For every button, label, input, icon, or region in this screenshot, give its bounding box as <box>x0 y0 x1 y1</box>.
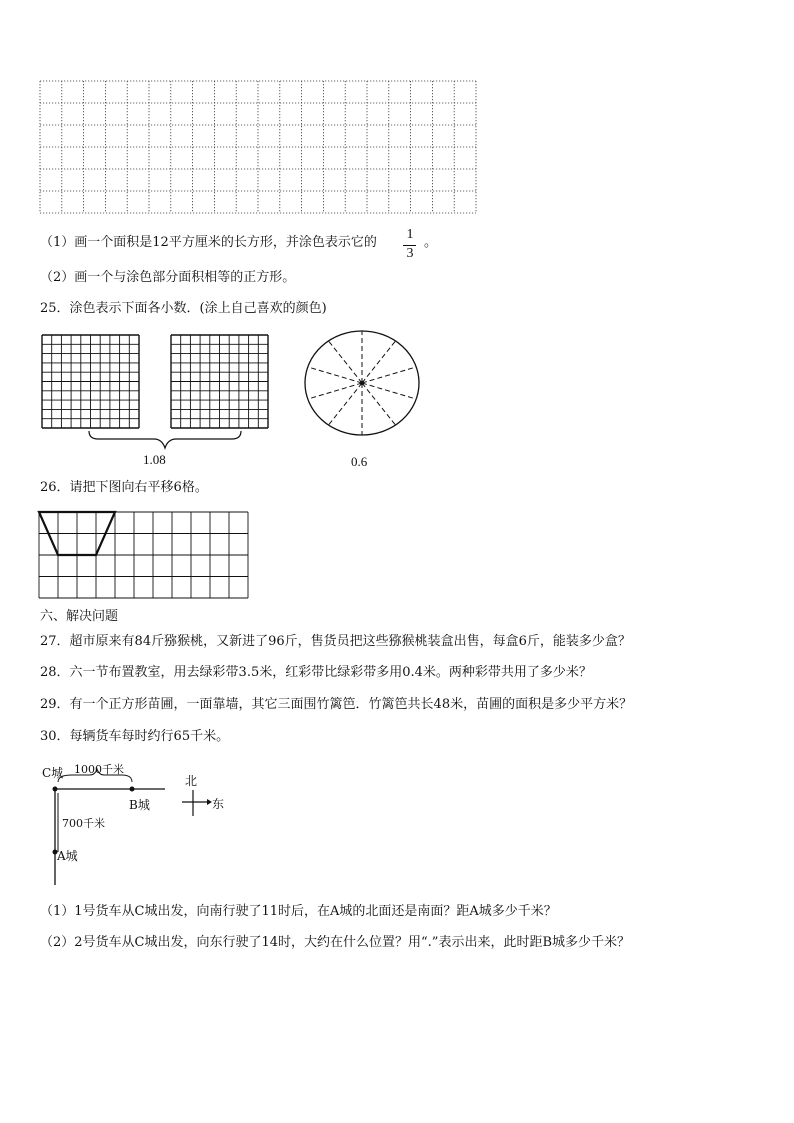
fraction-numerator: 1 <box>406 227 414 242</box>
q28-text: 28．六一节布置教室，用去绿彩带3.5米，红彩带比绿彩带多用0.4米。两种彩带共用了多少米？ <box>40 665 592 680</box>
q30-part1-text: （1）1号货车从C城出发，向南行驶了11时后，在A城的北面还是南面？距A城多少千米？ <box>40 904 557 919</box>
sector-radius <box>362 383 396 425</box>
sector-radius <box>308 367 362 383</box>
circle-ten-sectors[interactable] <box>303 328 425 438</box>
circle-label: 0.6 <box>351 454 368 469</box>
translation-grid[interactable] <box>38 511 250 599</box>
city-b-label: B城 <box>129 798 150 812</box>
hundred-grid-1[interactable] <box>41 334 141 429</box>
fraction-denominator: 3 <box>406 246 414 261</box>
compass-north-label: 北 <box>185 774 198 788</box>
q24-part1-suffix: 。 <box>424 235 438 250</box>
circle-center <box>360 381 364 385</box>
brace <box>88 430 248 450</box>
q25-text: 25．涂色表示下面各小数．(涂上自己喜欢的颜色) <box>40 301 327 316</box>
sector-radius <box>362 367 416 383</box>
city-c-dot <box>53 787 58 792</box>
city-b-dot <box>130 787 135 792</box>
distance-cb-label: 1000千米 <box>74 763 124 776</box>
compass-east-label: 东 <box>212 797 225 811</box>
city-c-label: C城 <box>42 766 64 780</box>
q27-text: 27．超市原来有84斤猕猴桃，又新进了96斤，售货员把这些猕猴桃装盒出售，每盒6斤，能装多少盒？ <box>40 634 631 649</box>
dotted-grid-paper[interactable] <box>39 80 479 215</box>
city-a-label: A城 <box>57 849 78 863</box>
section-title: 六、解决问题 <box>40 609 119 624</box>
sector-radius <box>362 341 396 383</box>
q29-text: 29．有一个正方形苗圃，一面靠墙，其它三面围竹篱笆．竹篱笆共长48米，苗圃的面积是多少平方米？ <box>40 697 633 712</box>
q30-text: 30．每辆货车每时约行65千米。 <box>40 729 230 744</box>
grids-label: 1.08 <box>143 452 166 467</box>
distance-ca-label: 700千米 <box>62 817 105 830</box>
q26-text: 26．请把下图向右平移6格。 <box>40 480 208 495</box>
hundred-grid-2[interactable] <box>170 334 270 429</box>
sector-radius <box>328 383 362 425</box>
q30-part2-text: （2）2号货车从C城出发，向东行驶了14时，大约在什么位置？用“.”表示出来，此时距B城多少千米？ <box>40 935 631 950</box>
sector-radius <box>362 383 416 399</box>
sector-radius <box>308 383 362 399</box>
q24-part1-text: （1）画一个面积是12平方厘米的长方形，并涂色表示它的 <box>40 235 377 250</box>
q24-part2-text: （2）画一个与涂色部分面积相等的正方形。 <box>40 270 296 285</box>
sector-radius <box>328 341 362 383</box>
